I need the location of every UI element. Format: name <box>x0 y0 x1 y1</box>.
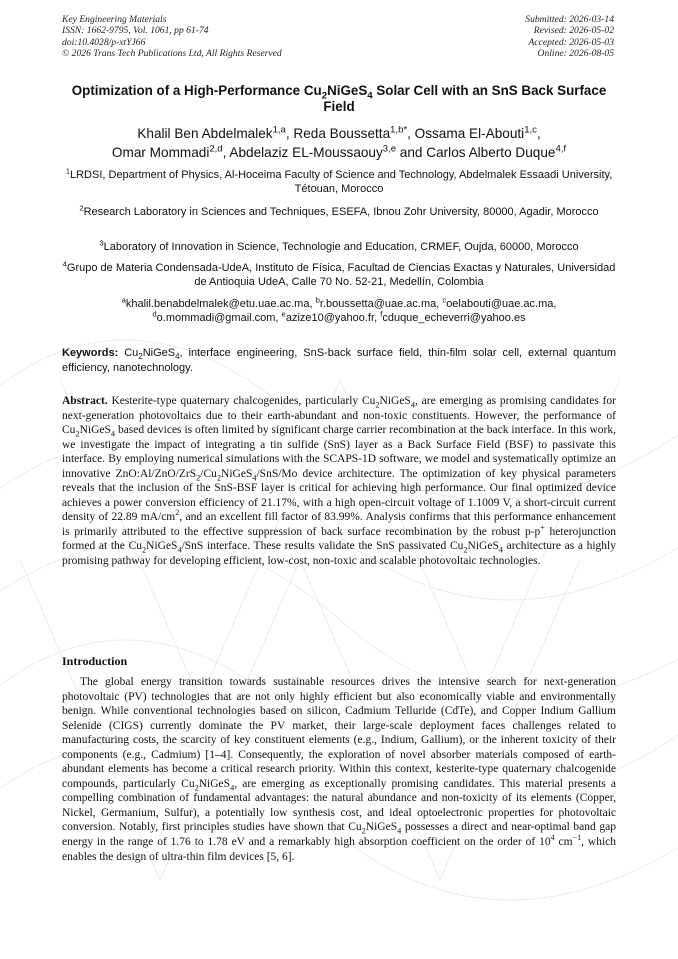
keyword-sub: 4 <box>175 352 180 362</box>
intro-text: The global energy transition towards sustainable resources drives the intensive search for next-generation photovoltaic (PV) technologies that are not only highly efficient but also economically viable and environmentally benign. While conventional technologies based on silicon, Cadmium Telluride (CdTe), and Copper Indium Gallium Selenide (CIGS) currently dominate the PV market, their large-scale deployment faces challenges related to manufacturing costs, the scarcity of key constituent elements (e.g., Indium, Gallium), or the inherent toxicity of their components (e.g., Cadmium) [1–4]. Consequently, the exploration of novel absorber materials composed of earth-abundant elements has become a critical research priority. Within this context, kesterite-type quaternary chalcogenide compounds, particularly Cu <box>62 676 616 790</box>
abstract-sup: 2 <box>175 508 180 518</box>
intro-text: NiGeS <box>365 821 398 834</box>
keyword-text: , interface engineering, SnS-back surface field, thin-film solar cell, external quantum efficiency, nanotechnology. <box>62 347 616 374</box>
abstract-label: Abstract. <box>62 395 108 407</box>
title-sub: 2 <box>321 90 328 102</box>
title-part: Optimization of a High-Performance Cu <box>71 83 322 98</box>
affil-number: 1 <box>65 166 70 176</box>
email-address[interactable]: cduque_echeverri@yahoo.es <box>382 312 526 325</box>
author-sep: , <box>407 126 415 141</box>
email-address[interactable]: khalil.benabdelmalek@etu.uae.ac.ma <box>125 298 310 310</box>
author-name: Reda Boussetta <box>293 126 391 141</box>
journal-doi: doi:10.4028/p-xtYJ66 <box>62 36 146 48</box>
keyword-text: Cu <box>124 347 139 359</box>
intro-text: , which enables the design of ultra-thin film devices [5, 6]. <box>62 836 617 863</box>
abstract-text: NiGeS <box>221 467 253 480</box>
affil-number: 2 <box>79 203 84 213</box>
abstract-sub: 2 <box>375 400 380 410</box>
author-sep: , <box>222 145 230 160</box>
keywords-label: Keywords: <box>62 347 119 359</box>
intro-sub: 4 <box>397 826 402 836</box>
intro-sup: −1 <box>572 833 582 843</box>
title-part: NiGeS <box>327 83 368 98</box>
paper-title <box>62 83 616 115</box>
email-address[interactable]: o.mommadi@gmail.com <box>156 312 276 325</box>
abstract-sub: 4 <box>498 545 503 555</box>
affil-text: Grupo de Materia Condensada-UdeA, Instituto de Física, Facultad de Ciencias Exactas y Naturales, Universidad de Antioquia UdeA, Calle 70 No. 52-21, Medellín, Colombia <box>66 262 616 289</box>
affiliation-1 <box>62 168 616 197</box>
submission-dates <box>525 14 614 60</box>
abstract-sub: 4 <box>410 400 415 410</box>
author-affil: 4,f <box>555 143 567 155</box>
abstract-sub: 4 <box>110 429 116 439</box>
email-marker: e <box>281 309 286 319</box>
author-sep: and <box>396 145 427 160</box>
abstract-text: , and an excellent fill factor of 83.99%. Analysis confirms that this performance enhancement is primarily attributed to the effective suppression of back surface recombination by the robust p-p <box>62 511 617 538</box>
abstract-text: /SnS interface. These results validate the SnS passivated Cu <box>181 540 464 553</box>
affiliation-2 <box>62 205 616 219</box>
abstract-text: heterojunction formed at the Cu <box>62 525 616 553</box>
date-online: Online: 2026-08-05 <box>537 48 614 60</box>
abstract-text: NiGeS <box>146 540 178 553</box>
author-name: Abdelaziz EL-Moussaouy <box>229 145 383 160</box>
abstract-sub: 4 <box>252 473 257 483</box>
abstract-text: Kesterite-type quaternary chalcogenides, particularly Cu <box>111 395 376 407</box>
abstract-sub: 2 <box>216 473 222 483</box>
email-marker: b <box>315 295 320 305</box>
abstract-sub: 2 <box>142 545 147 555</box>
abstract-text: , are emerging as promising candidates for next-generation photovoltaics due to their earth-abundant and non-toxic constituents. However, the performance of Cu <box>62 395 617 437</box>
keyword-text: NiGeS <box>142 347 176 359</box>
abstract-text: /SnS/Mo device architecture. The optimization of key physical parameters reveals that the inclusion of the SnS-BSF layer is critical for achieving high performance. Our final optimized device achieves a power conversion efficiency of 21.17%, with a high open-circuit voltage of 1.1009 V, a short-circuit current density of 22.89 mA/cm <box>62 467 616 524</box>
author-affil: 3,e <box>382 143 397 155</box>
intro-text: , are emerging as exceptionally promising candidates. This material presents a compelling combination of fundamental advantages: the natural abundance and non-toxicity of its elements (Copper, Nickel, Germanium, Sulfur), a potentially low synthesis cost, and ideal optoelectronic properties for photovoltaic conversion. Notably, first principles studies have shown that Cu <box>62 777 617 834</box>
affil-number: 3 <box>99 238 104 248</box>
author-name: Carlos Alberto Duque <box>426 145 556 160</box>
author-list <box>62 124 616 162</box>
author-affil: 1,a <box>272 124 286 136</box>
email-address[interactable]: oelabouti@uae.ac.ma <box>446 298 554 310</box>
date-accepted: Accepted: 2026-05-03 <box>528 36 614 48</box>
date-revised: Revised: 2026-05-02 <box>533 25 614 37</box>
title-sub: 4 <box>367 90 373 102</box>
email-marker: c <box>442 295 447 305</box>
affiliation-4 <box>62 261 616 290</box>
abstract-sub: 2 <box>463 545 468 555</box>
journal-issn: ISSN: 1662-9795, Vol. 1061, pp 61-74 <box>62 25 209 37</box>
abstract-text: NiGeS <box>79 424 111 437</box>
affil-text: LRDSI, Department of Physics, Al-Hoceima Faculty of Science and Technology, Abdelmalek Essaadi University, Tétouan, Morocco <box>69 169 613 196</box>
intro-sup: 4 <box>550 833 555 843</box>
author-affil: 1,c <box>524 124 537 136</box>
abstract <box>62 394 616 569</box>
author-name: Ossama El-Abouti <box>414 126 525 141</box>
keywords <box>62 346 616 375</box>
intro-sub: 2 <box>361 826 366 836</box>
abstract-sub: 4 <box>177 545 182 555</box>
section-heading-introduction: Introduction <box>62 654 128 668</box>
affiliation-3 <box>62 240 616 254</box>
email-marker: d <box>152 309 157 319</box>
journal-copyright: © 2026 Trans Tech Publications Ltd, All Rights Reserved <box>62 48 282 60</box>
author-affil: 1,b* <box>390 124 408 136</box>
keyword-sub: 2 <box>138 352 143 362</box>
abstract-sup: + <box>540 523 545 533</box>
intro-text: possesses a direct and near-optimal band gap energy in the range of 1.76 to 1.78 eV and a remarkably high absorption coefficient on the order of 10 <box>62 821 617 849</box>
intro-text: cm <box>554 836 573 849</box>
author-name: Omar Mommadi <box>111 145 210 160</box>
author-sep: , <box>536 126 541 141</box>
abstract-text: /Cu <box>200 467 217 480</box>
email-address[interactable]: r.boussetta@uae.ac.ma <box>319 298 437 310</box>
email-marker: f <box>380 309 383 319</box>
abstract-text: NiGeS <box>379 395 411 407</box>
abstract-text: NiGeS <box>467 540 499 553</box>
abstract-text: architecture as a highly promising pathway for developing efficient, low-cost, non-toxic and scalable photovoltaic technologies. <box>62 540 617 568</box>
intro-text: NiGeS <box>198 777 231 790</box>
author-emails: $^a$khalil.benabdelmalek@etu.uae.ac.ma, $^b$r.boussetta@uae.ac.ma, $^c$oelabouti@uae.ac.ma, $^d$o.mommadi@gmail.com, $^e$azize10@yahoo.fr, $^f$cduque_echeverri@yahoo.es <box>121 295 557 325</box>
affil-text: Laboratory of Innovation in Science, Technologie and Education, CRMEF, Oujda, 60000, Morocco <box>103 241 579 253</box>
affil-text: Research Laboratory in Sciences and Techniques, ESEFA, Ibnou Zohr University, 80000, Agadir, Morocco <box>83 206 599 218</box>
author-affil: 2,d <box>209 143 223 155</box>
journal-info <box>62 14 282 60</box>
abstract-sub: 2 <box>196 473 201 483</box>
author-sep: , <box>285 126 294 141</box>
abstract-sub: 2 <box>75 429 80 439</box>
author-name: Khalil Ben Abdelmalek <box>137 126 273 141</box>
abstract-text: based devices is often limited by significant charge carrier recombination at the back interface. In this work, we investigate the impact of integrating a tin sulfide (SnS) layer as a Back Surface Field (BSF) to passivate this interface. By employing numerical simulations with the SCAPS-1D software, we model and systematically optimize an innovative ZnO:Al/ZnO/ZrS <box>62 424 616 480</box>
title-part: Solar Cell with an SnS Back Surface Field <box>323 83 607 114</box>
intro-sub: 4 <box>230 783 235 793</box>
intro-sub: 2 <box>194 783 199 793</box>
date-submitted: Submitted: 2026-03-14 <box>525 14 614 25</box>
introduction-body <box>62 675 616 864</box>
affil-number: 4 <box>62 259 67 269</box>
journal-name: Key Engineering Materials <box>62 14 167 25</box>
email-marker: a <box>121 295 126 305</box>
email-address[interactable]: azize10@yahoo.fr <box>285 312 375 325</box>
